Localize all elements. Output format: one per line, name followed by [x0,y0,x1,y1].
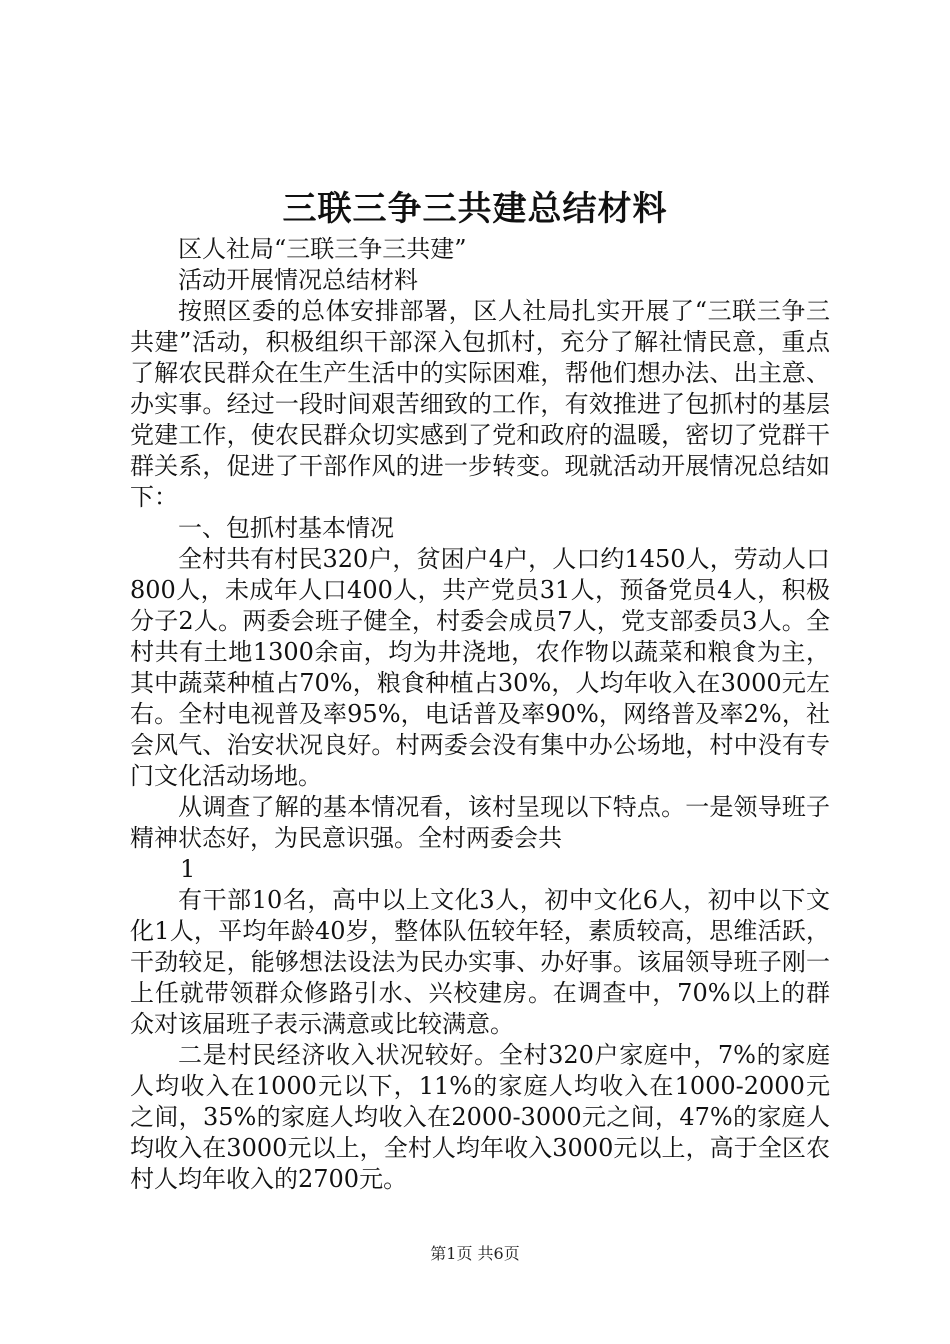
village-basics-paragraph: 全村共有村民320户，贫困户4户，人口约1450人，劳动人口800人，未成年人口400人，共产党员31人，预备党员4人，积极分子2人。两委会班子健全，村委会成员7人，党支部委员3人。全村共有土地1300余亩，均为井浇地，农作物以蔬菜和粮食为主，其中蔬菜种植占70%，粮食种植占30%，人均年收入在3000元左右。全村电视普及率95%，电话普及率90%，网络普及率2%，社会风气、治安状况良好。村两委会没有集中办公场地，村中没有专门文化活动场地。 [130,545,830,790]
subtitle-line-1: 区人社局“三联三争三共建” [178,235,467,263]
document-body [130,234,830,1195]
subtitle-line-2: 活动开展情况总结材料 [178,266,418,294]
income-paragraph: 二是村民经济收入状况较好。全村320户家庭中，7%的家庭人均收入在1000元以下，11%的家庭人均收入在1000-2000元之间，35%的家庭人均收入在2000-3000元之间，47%的家庭人均收入在3000元以上，全村人均年收入3000元以上，高于全区农村人均年收入的2700元。 [130,1041,830,1193]
page-marker: 1 [180,855,196,883]
document-title: 三联三争三共建总结材料 [282,189,668,229]
intro-paragraph: 按照区委的总体安排部署，区人社局扎实开展了“三联三争三共建”活动，积极组织干部深入包抓村，充分了解社情民意，重点了解农民群众在生产生活中的实际困难，帮他们想办法、出主意、办实事。经过一段时间艰苦细致的工作，有效推进了包抓村的基层党建工作，使农民群众切实感到了党和政府的温暖，密切了党群干群关系，促进了干部作风的进一步转变。现就活动开展情况总结如下： [130,297,830,511]
features-paragraph: 从调查了解的基本情况看，该村呈现以下特点。一是领导班子精神状态好，为民意识强。全村两委会共 [130,793,830,852]
leadership-paragraph: 有干部10名，高中以上文化3人，初中文化6人，初中以下文化1人，平均年龄40岁，整体队伍较年轻，素质较高，思维活跃，干劲较足，能够想法设法为民办实事、办好事。该届领导班子刚一上任就带领群众修路引水、兴校建房。在调查中，70%以上的群众对该届班子表示满意或比较满意。 [130,886,830,1038]
page-footer: 第1页 共6页 [430,1244,520,1263]
section-heading-1: 一、包抓村基本情况 [178,514,394,542]
